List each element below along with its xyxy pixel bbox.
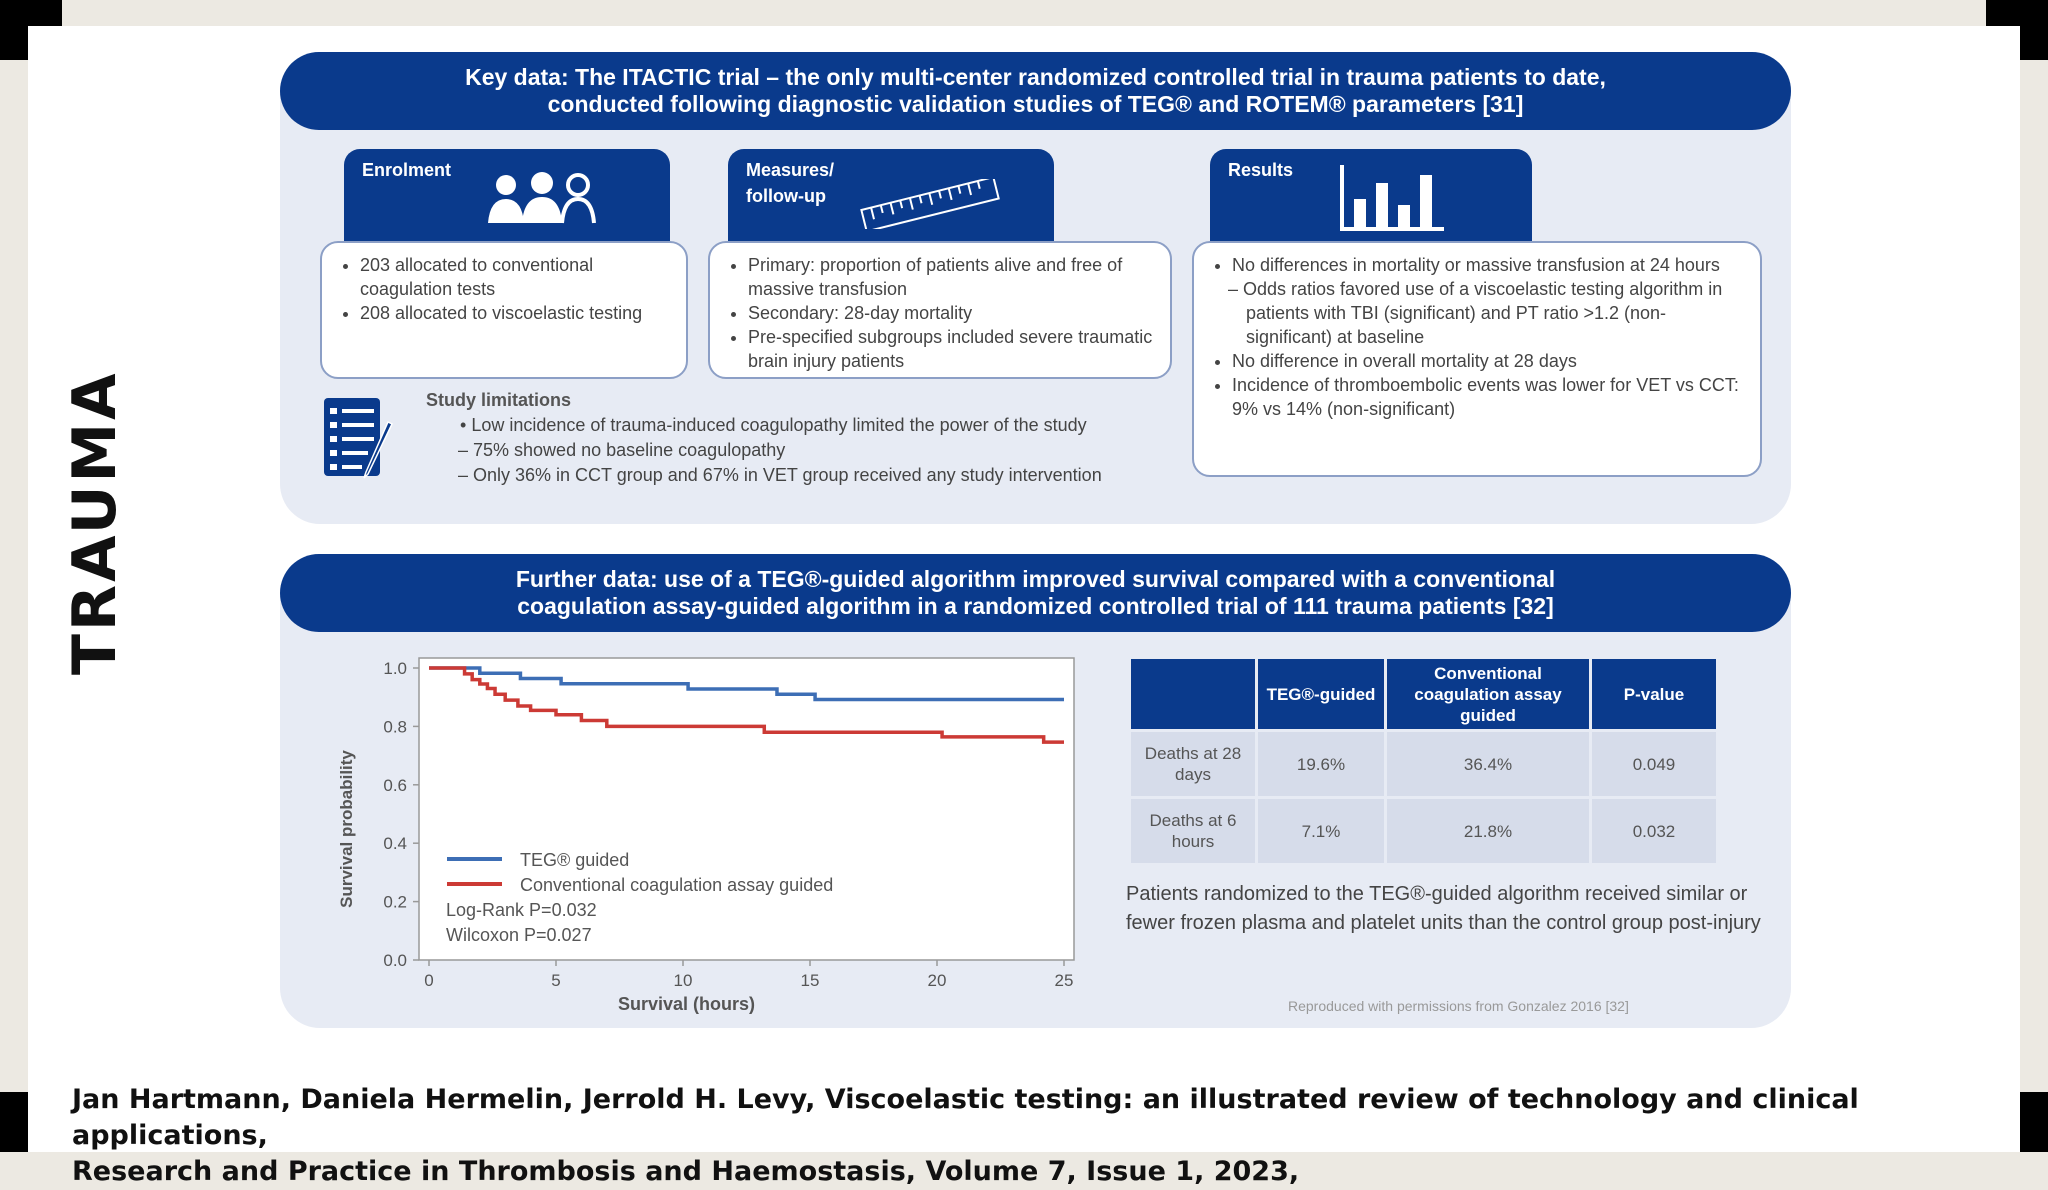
cell-p: 0.032 [1592, 799, 1716, 863]
y-axis-label: Survival probability [337, 750, 356, 908]
x-axis-label: Survival (hours) [617, 994, 756, 1014]
x-tick-label: 15 [800, 971, 820, 990]
x-tick-label: 5 [551, 971, 561, 990]
enrolment-box [320, 241, 688, 379]
y-tick-label: 0.0 [383, 951, 407, 970]
limitations [426, 388, 1306, 488]
bar-chart-icon [1338, 163, 1448, 233]
measures-label-line1: Measures/ [746, 160, 835, 180]
cell-teg: 19.6% [1258, 732, 1384, 796]
cell-teg: 7.1% [1258, 799, 1384, 863]
key-data-panel [280, 52, 1791, 524]
limitations-sub: – 75% showed no baseline coagulopathy [458, 440, 786, 460]
y-tick-label: 0.4 [383, 834, 407, 854]
results-item: • No difference in overall mortality at 28 days [1232, 349, 1746, 373]
enrolment-label: Enrolment [362, 160, 452, 180]
enrolment-item: • 208 allocated to viscoelastic testing [360, 301, 672, 325]
ruler-icon [856, 179, 1006, 229]
table-header-cell: TEG®-guided [1258, 659, 1384, 729]
row-label: Deaths at 28 days [1131, 732, 1255, 796]
measures-item: • Secondary: 28-day mortality [748, 301, 1156, 325]
limitations-item-text: Low incidence of trauma-induced coagulopathy limited the power of the study [471, 415, 1087, 435]
further-data-title-line2: coagulation assay-guided algorithm in a randomized controlled trial of 111 trauma patients [32] [517, 593, 1554, 619]
table-header-row [1131, 659, 1716, 729]
x-tick-label: 20 [927, 971, 947, 990]
annotation-wilcoxon: Wilcoxon P=0.027 [446, 925, 592, 945]
legend-label-teg: TEG® guided [520, 850, 630, 870]
table-row [1131, 732, 1716, 796]
table-header-cell: P-value [1592, 659, 1716, 729]
further-data-title-line1: Further data: use of a TEG®-guided algorithm improved survival compared with a conventional [515, 566, 1556, 592]
key-data-title-line2: conducted following diagnostic validation studies of TEG® and ROTEM® parameters [31] [547, 91, 1524, 117]
y-tick-label: 0.8 [383, 717, 407, 737]
permission-note: Reproduced with permissions from Gonzalez 2016 [32] [1288, 998, 1629, 1014]
y-tick-label: 0.6 [383, 775, 407, 795]
x-tick-label: 0 [424, 971, 434, 990]
citation-line2: Research and Practice in Thrombosis and Haemostasis, Volume 7, Issue 1, 2023, [72, 1156, 1300, 1187]
enrolment-tab [344, 149, 670, 241]
y-tick-label: 1.0 [383, 659, 407, 678]
cell-p: 0.049 [1592, 732, 1716, 796]
measures-label-line2: follow-up [746, 186, 826, 206]
citation-line1: Jan Hartmann, Daniela Hermelin, Jerrold H. Levy, Viscoelastic testing: an illustrated review of technology and clinical applications, [72, 1084, 1859, 1151]
measures-item: • Primary: proportion of patients alive and free of massive transfusion [748, 253, 1156, 301]
deaths-table [1128, 656, 1719, 866]
row-label: Deaths at 6 hours [1131, 799, 1255, 863]
annotation-logrank: Log-Rank P=0.032 [446, 900, 597, 920]
cell-conv: 36.4% [1387, 732, 1589, 796]
further-data-header [280, 554, 1791, 632]
checklist-icon [322, 394, 398, 480]
table-header-cell: Conventional coagulation assay guided [1387, 659, 1589, 729]
measures-tab [728, 149, 1054, 241]
x-tick-label: 10 [673, 971, 693, 990]
results-tab [1210, 149, 1532, 241]
results-subitem: – Odds ratios favored use of a viscoelastic testing algorithm in patients with TBI (significant) and PT ratio >1.2 (non-significant) at baseline [1228, 279, 1723, 347]
legend-label-conv: Conventional coagulation assay guided [520, 875, 834, 895]
enrolment-item: • 203 allocated to conventional coagulation tests [360, 253, 672, 301]
x-tick-label: 25 [1054, 971, 1074, 990]
results-item: • Incidence of thromboembolic events was lower for VET vs CCT: 9% vs 14% (non-significant) [1232, 373, 1746, 421]
results-label: Results [1228, 160, 1294, 180]
measures-box [708, 241, 1172, 379]
measures-item: • Pre-specified subgroups included severe traumatic brain injury patients [748, 325, 1156, 373]
table-header-cell [1131, 659, 1255, 729]
citation [72, 1082, 2048, 1190]
key-data-header [280, 52, 1791, 130]
results-item: • No differences in mortality or massive transfusion at 24 hours [1232, 253, 1746, 277]
limitations-item: • Low incidence of trauma-induced coagulopathy limited the power of the study [460, 415, 1087, 435]
cell-conv: 21.8% [1387, 799, 1589, 863]
limitations-sub: – Only 36% in CCT group and 67% in VET group received any study intervention [458, 465, 1102, 485]
limitations-heading: Study limitations [426, 390, 572, 410]
key-data-title-line1: Key data: The ITACTIC trial – the only multi-center randomized controlled trial in trauma patients to date, [465, 64, 1606, 90]
side-title: TRAUMA [60, 370, 130, 675]
y-tick-label: 0.2 [383, 892, 407, 912]
survival-chart [320, 640, 1100, 1020]
plasma-note: Patients randomized to the TEG®-guided algorithm received similar or fewer frozen plasma and platelet units than the control group post-injury [1126, 883, 1761, 934]
people-icon [484, 171, 604, 227]
table-row [1131, 799, 1716, 863]
